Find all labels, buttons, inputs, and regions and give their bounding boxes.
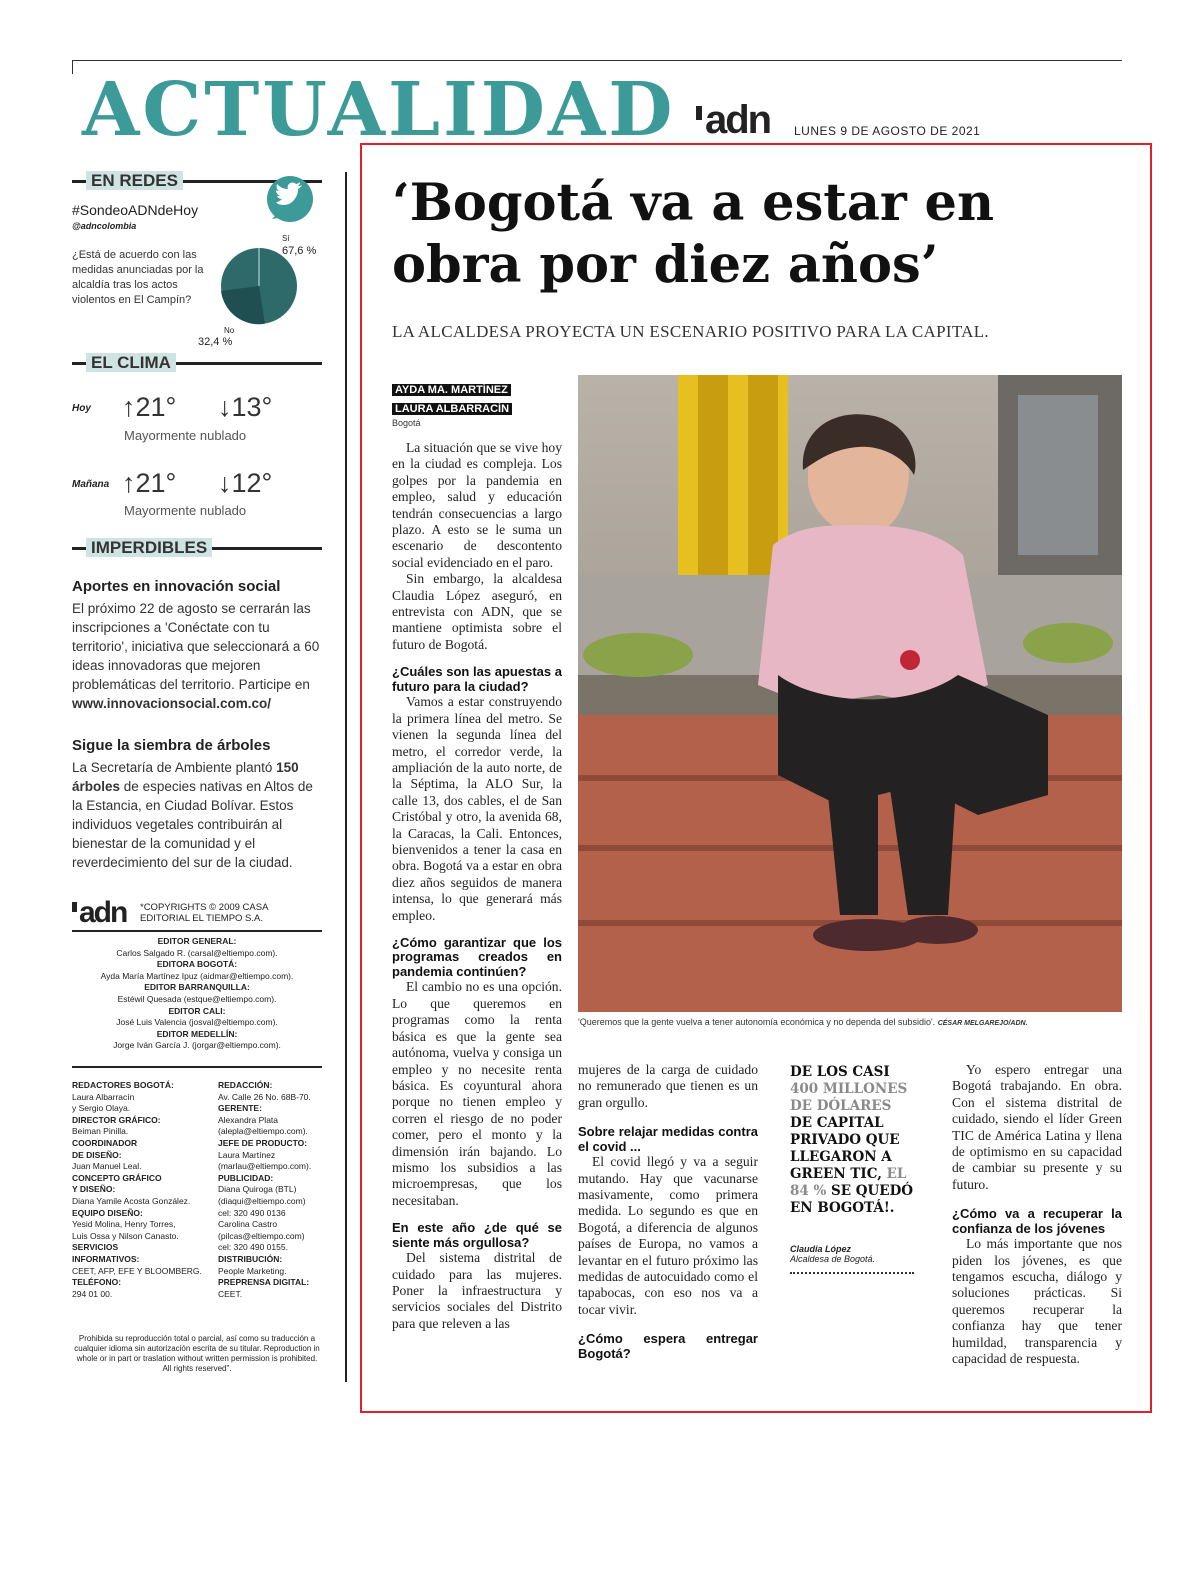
article-headline: ‘Bogotá va a estar en obra por diez años’ <box>392 173 995 295</box>
paragraph: mujeres de la carga de cuidado no remunerado que tienen es un gran orgullo. <box>578 1062 758 1110</box>
photo-credit: CÉSAR MELGAREJO/ADN. <box>937 1020 1028 1027</box>
poll-handle: @adncolombia <box>72 221 137 231</box>
poll-question: ¿Está de acuerdo con las medidas anunciadas por la alcaldía tras los actos violentos en El Campín? <box>72 249 204 306</box>
pull-quote-author: Claudia López <box>790 1244 852 1254</box>
paragraph: Vamos a estar construyendo la primera línea del metro. Se vienen la segunda línea del metro, el corredor verde, la ampliación de la auto norte, de la Séptima, la ALO Sur, la calle 13, dos cables, el de San Cristóbal y otro, la avenida 68, la Caracas, la Cali. Entonces, bienvenidos a tener la casa en obra. Bogotá va a estar en obra diez años seguidos de manera intensa, lo que generará más empleo. <box>392 694 562 923</box>
interview-question: ¿Cómo va a recuperar la confianza de los jóvenes <box>952 1206 1122 1236</box>
article-column-4 <box>952 1062 1122 1368</box>
staff-name: Av. Calle 26 No. 68B-70. <box>218 1091 311 1102</box>
staff-name: (pilcas@eltiempo.com) <box>218 1230 305 1241</box>
copyright-line-2: EDITORIAL EL TIEMPO S.A. <box>140 913 264 924</box>
pull-quote-role: Alcaldesa de Bogotá. <box>790 1254 876 1264</box>
pull-quote-highlight: EL 84 % <box>790 1166 907 1199</box>
weather-tomorrow-label: Mañana <box>72 479 110 490</box>
staff-role: DE DISEÑO: <box>72 1149 122 1160</box>
editors-list <box>72 936 322 1052</box>
paragraph: El covid llegó y va a seguir mutando. Hay que vacunarse masivamente, como primera medida. Lo segundo es que en Bogotá, a diferencia de algunos países de Europa, no vamos a levantar en el futuro próximo las medidas de autocuidado como el tapabocas, con eso nos va a tocar vivir. <box>578 1154 758 1317</box>
staff-role: SERVICIOS <box>72 1242 119 1253</box>
editor-name: Estéwil Quesada (estque@eltiempo.com). <box>117 993 277 1004</box>
staff-name: Juan Manuel Leal. <box>72 1161 142 1172</box>
weather-tomorrow-desc: Mayormente nublado <box>124 503 247 518</box>
article-deck: LA ALCALDESA PROYECTA UN ESCENARIO POSITIVO PARA LA CAPITAL. <box>392 322 989 341</box>
staff-role: PREPRENSA DIGITAL: <box>218 1277 310 1288</box>
pull-quote-attribution <box>790 1244 875 1264</box>
staff-role: REDACCIÓN: <box>218 1080 273 1090</box>
staff-role: COORDINADOR <box>72 1137 138 1148</box>
imperdible-2-bold: 150 árboles <box>72 760 299 794</box>
interview-question: ¿Cómo garantizar que los programas creados en pandemia continúen? <box>392 934 562 979</box>
imperdible-1-link[interactable]: www.innovacionsocial.com.co/ <box>72 696 272 711</box>
article-byline <box>392 378 512 428</box>
weather-today-desc: Mayormente nublado <box>124 428 247 443</box>
pull-quote-highlight: 400 MILLONES DE DÓLARES <box>790 1081 908 1114</box>
staff-name: Carolina Castro <box>218 1219 278 1230</box>
staff-role: GERENTE: <box>218 1103 262 1114</box>
article-photo <box>578 375 1122 1012</box>
imperdible-2-text-a: La Secretaría de Ambiente plantó <box>72 760 273 775</box>
weather-today-min: ↓13° <box>218 392 273 422</box>
photo-caption <box>578 1017 1122 1027</box>
staff-name: Diana Yamile Acosta González. <box>72 1195 191 1206</box>
caption-text: 'Queremos que la gente vuelva a tener autonomía económica y no dependa del subsidio'. <box>578 1017 936 1027</box>
logo-text: adn <box>79 896 127 929</box>
staff-name: Alexandra Plata <box>218 1114 279 1125</box>
masthead-logo <box>72 898 126 928</box>
imperdible-2-body <box>72 758 327 872</box>
staff-name: Luis Ossa y Nilson Canasto. <box>72 1230 179 1241</box>
staff-role: REDACTORES BOGOTÁ: <box>72 1080 174 1090</box>
imperdible-1-title: Aportes en innovación social <box>72 578 281 595</box>
imperdibles-heading <box>72 537 322 559</box>
copyright-line-1: *COPYRIGHTS © 2009 CASA <box>140 902 269 913</box>
staff-name: Laura Albarracín <box>72 1091 135 1102</box>
weather-today-label: Hoy <box>72 403 91 414</box>
weather-tomorrow-min: ↓12° <box>218 468 273 498</box>
staff-name: y Sergio Olaya. <box>72 1103 131 1114</box>
interview-question: En este año ¿de qué se siente más orgullosa? <box>392 1220 562 1250</box>
poll-hashtag: #SondeoADNdeHoy <box>72 202 199 218</box>
staff-left-column <box>72 1080 212 1300</box>
weather-tomorrow-max: ↑21° <box>122 468 177 498</box>
interview-question: ¿Cómo espera entregar Bogotá? <box>578 1331 758 1361</box>
byline-location: Bogotá <box>392 418 421 428</box>
staff-name: 294 01 00. <box>72 1288 113 1299</box>
paragraph: La situación que se vive hoy en la ciudad es compleja. Los golpes por la pandemia en empleo, salud y educación tendrán consecuencias a largo plazo. A esto se le suma un escenario de descontento social evidenciado en el paro. <box>392 440 562 570</box>
logo-bar <box>696 106 702 120</box>
editor-role: EDITOR MEDELLÍN: <box>156 1028 238 1039</box>
editor-role: EDITORA BOGOTÁ: <box>156 959 238 970</box>
article-column-1 <box>392 440 562 1332</box>
staff-name: cel: 320 490 0136 <box>218 1207 286 1218</box>
poll-no-value: 32,4 % <box>198 336 233 348</box>
imperdible-1-body <box>72 599 327 713</box>
section-title: ACTUALIDAD <box>82 67 676 153</box>
pull-quote-divider <box>790 1272 914 1274</box>
byline-author-2: LAURA ALBARRACÍN <box>392 403 512 415</box>
poll-no-label: No <box>224 326 235 335</box>
staff-role: TELÉFONO: <box>72 1277 122 1288</box>
top-rule-tick <box>72 60 73 74</box>
pull-quote-text: DE LOS CASI <box>790 1064 890 1080</box>
poll-pie-chart <box>220 247 298 325</box>
copyright-note <box>140 902 268 924</box>
byline-author-1: AYDA MA. MARTÍNEZ <box>392 384 511 396</box>
interview-question: ¿Cuáles son las apuestas a futuro para la ciudad? <box>392 664 562 694</box>
paragraph: Yo espero entregar una Bogotá trabajando. En obra. Con el sistema distrital de cuidado, siendo el líder Green TIC de América Latina y llena de optimismo en su capacidad de cambiar su presente y su futuro. <box>952 1062 1122 1192</box>
staff-name: CEET, AFP, EFE Y BLOOMBERG. <box>72 1265 202 1276</box>
logo-text: adn <box>705 98 771 142</box>
staff-name: (diaqui@eltiempo.com) <box>218 1195 306 1206</box>
imperdible-2-title: Sigue la siembra de árboles <box>72 737 271 754</box>
weather-today-max: ↑21° <box>122 392 177 422</box>
editor-role: EDITOR BARRANQUILLA: <box>144 982 250 993</box>
pull-quote-text: SE QUEDÓ EN BOGOTÁ!. <box>790 1183 914 1216</box>
heading-label: EL CLIMA <box>86 353 176 372</box>
editor-role: EDITOR CALI: <box>168 1005 226 1016</box>
paragraph: Del sistema distrital de cuidado para las mujeres. Poner la infraestructura y servicios sociales del Distrito para que releven a las <box>392 1250 562 1331</box>
masthead-rule <box>72 930 322 932</box>
staff-rule <box>72 1066 322 1068</box>
heading-label: EN REDES <box>86 171 183 190</box>
paragraph: Sin embargo, la alcaldesa Claudia López aseguró, en entrevista con ADN, que se mantiene optimista sobre el futuro de Bogotá. <box>392 571 562 652</box>
staff-role: EQUIPO DISEÑO: <box>72 1207 143 1218</box>
staff-role: JEFE DE PRODUCTO: <box>218 1137 308 1148</box>
interview-question: Sobre relajar medidas contra el covid ... <box>578 1124 758 1154</box>
staff-role: CONCEPTO GRÁFICO <box>72 1172 162 1183</box>
staff-name: (marlau@eltiempo.com). <box>218 1161 312 1172</box>
staff-right-column <box>218 1080 328 1300</box>
poll-yes-label: Sí <box>282 234 290 243</box>
twitter-bubble-icon <box>264 175 316 227</box>
staff-name: Diana Quiroga (BTL) <box>218 1184 297 1195</box>
staff-name: cel: 320 490 0155. <box>218 1242 288 1253</box>
editor-name: José Luis Valencia (josval@eltiempo.com). <box>116 1017 278 1028</box>
staff-name: Yesid Molina, Henry Torres, <box>72 1219 176 1230</box>
el-clima-heading <box>72 352 322 374</box>
staff-role: DIRECTOR GRÁFICO: <box>72 1114 161 1125</box>
pull-quote-text: DE CAPITAL PRIVADO QUE LLEGARON A GREEN TIC, <box>790 1115 900 1182</box>
brand-logo <box>696 100 770 140</box>
staff-role: Y DISEÑO: <box>72 1184 116 1195</box>
logo-bar <box>72 902 77 912</box>
paragraph: El cambio no es una opción. Lo que queremos en programas como la renta básica es que la gente sea autónoma, vuelva y consiga un empleo y no necesite renta básica. Es coyuntural ahora porque no tienen empleo y corren el riesgo de no poder comer, pero el monto y la dimensión irán bajando. Lo mismo los subsidios a las microempresas, que los necesitaban. <box>392 979 562 1208</box>
staff-role: INFORMATIVOS: <box>72 1253 140 1264</box>
staff-name: Beiman Pinilla. <box>72 1126 129 1137</box>
sidebar-divider <box>345 172 347 1382</box>
staff-name: CEET. <box>218 1288 243 1299</box>
staff-role: DISTRIBUCIÓN: <box>218 1253 283 1264</box>
poll-yes-value: 67,6 % <box>282 245 317 257</box>
imperdible-1-text: El próximo 22 de agosto se cerrarán las inscripciones a 'Conéctate con tu territorio', iniciativa que seleccionará a 60 ideas innovadoras que mejoren problemáticas del territorio. Participe en <box>72 601 320 692</box>
portrait-illustration <box>578 375 1122 1012</box>
staff-role: PUBLICIDAD: <box>218 1172 274 1183</box>
editor-name: Carlos Salgado R. (carsal@eltiempo.com). <box>116 947 278 958</box>
legal-notice: Prohibida su reproducción total o parcial, así como su traducción a cualquier idioma sin autorización escrita de su titular. Reproduction in whole or in part or traslation without written permission is prohibited. All rights reserved". <box>74 1334 320 1373</box>
article-column-2 <box>578 1062 758 1361</box>
top-rule <box>72 60 1122 61</box>
staff-name: People Marketing. <box>218 1265 287 1276</box>
staff-name: (alepla@eltiempo.com). <box>218 1126 308 1137</box>
paragraph: Lo más importante que nos piden los jóvenes, es que tengamos escucha, diálogo y soluciones prácticas. Si queremos recuperar la confianza hay que tener humildad, transparencia y capacidad de respuesta. <box>952 1236 1122 1367</box>
editor-name: Ayda María Martínez Ipuz (aidmar@eltiempo.com). <box>100 970 294 981</box>
editor-name: Jorge Iván García J. (jorgar@eltiempo.com). <box>113 1040 281 1051</box>
editor-role: EDITOR GENERAL: <box>157 936 237 946</box>
heading-label: IMPERDIBLES <box>86 538 212 557</box>
issue-date: LUNES 9 DE AGOSTO DE 2021 <box>794 124 981 138</box>
pull-quote <box>790 1064 918 1217</box>
imperdible-2-text-b: de especies nativas en Altos de la Estancia, en Ciudad Bolívar. Estos individuos vegetales contribuirán al bienestar de la comunidad y el reverdecimiento del sur de la ciudad. <box>72 779 313 870</box>
staff-name: Laura Martínez <box>218 1149 276 1160</box>
